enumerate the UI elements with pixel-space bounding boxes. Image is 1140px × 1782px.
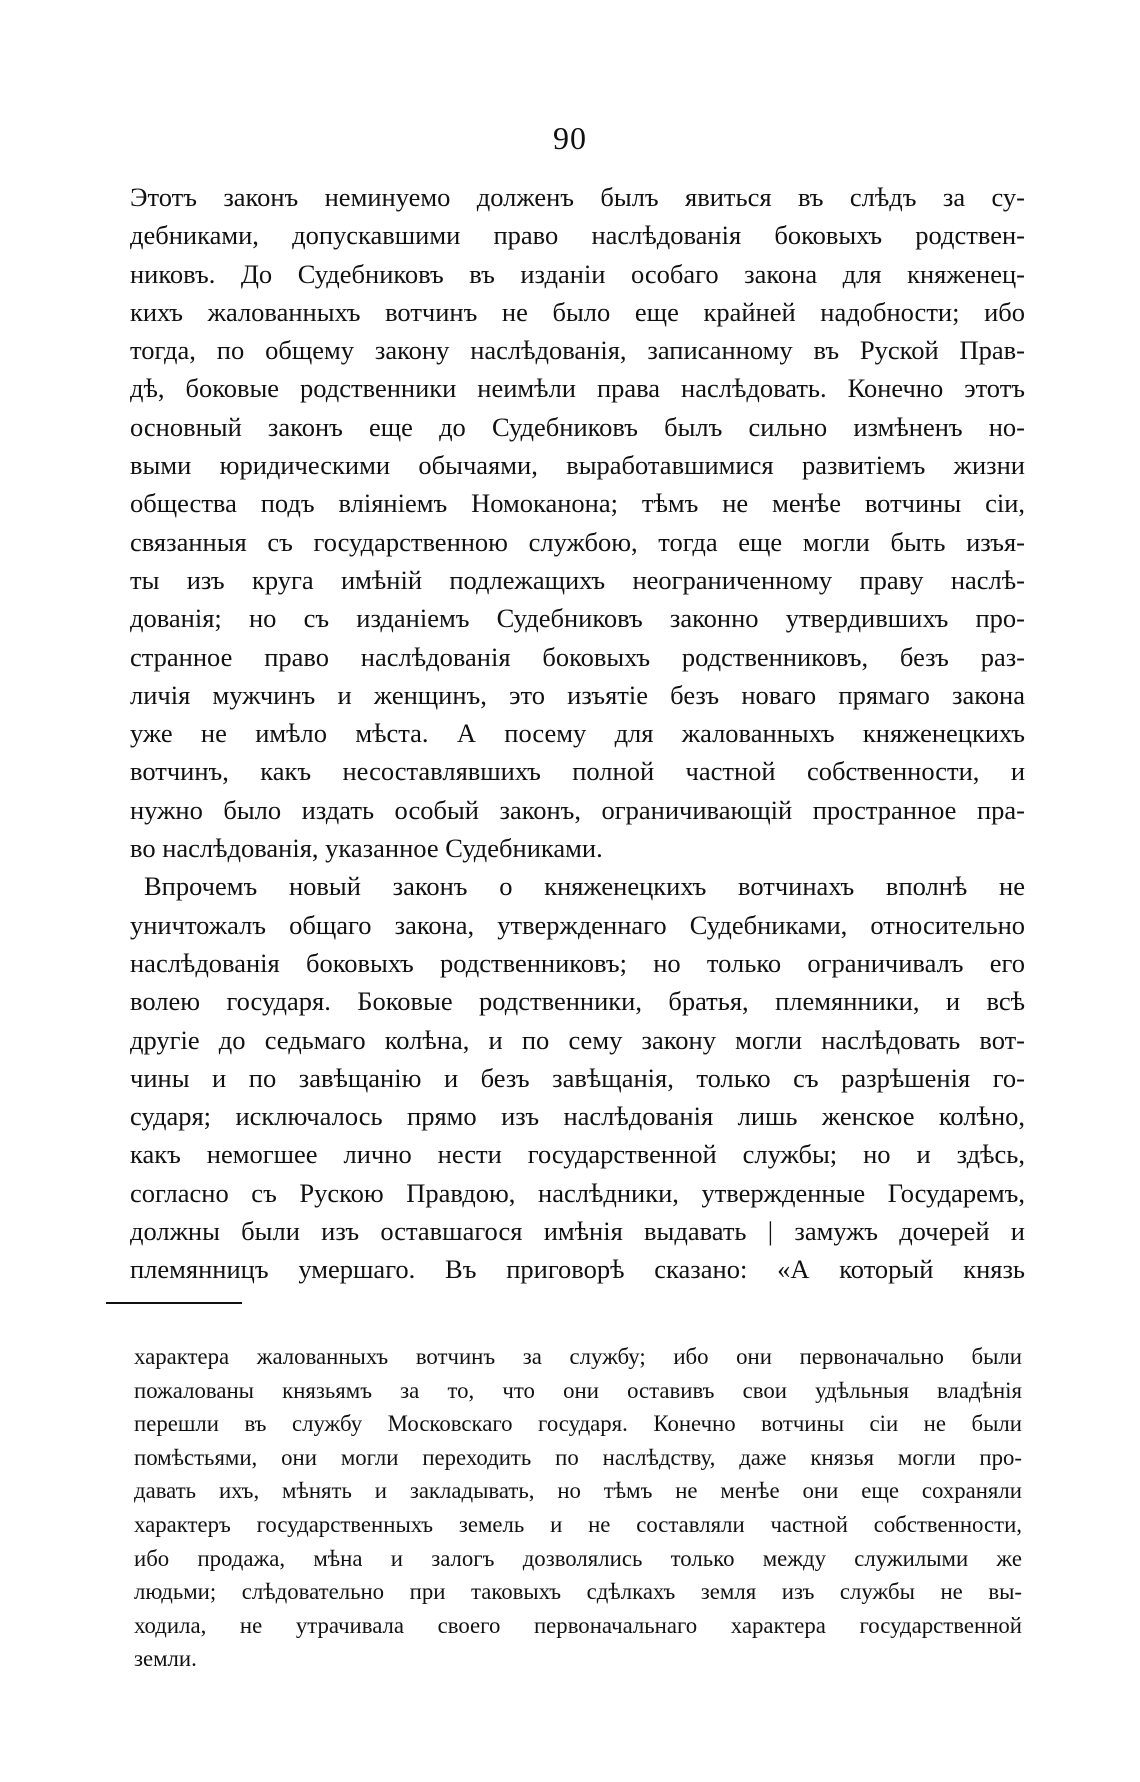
footnote-line: ибо продажа, мѣна и залогъ дозволялись только между служилыми же <box>134 1545 1022 1571</box>
footnote-line: людьми; слѣдовательно при таковыхъ сдѣлкахъ земля изъ службы не вы- <box>134 1579 1022 1605</box>
text-line: наслѣдованія боковыхъ родственниковъ; но только ограничивалъ его <box>130 947 1025 978</box>
text-line: основный законъ еще до Судебниковъ былъ сильно измѣненъ но- <box>130 411 1025 442</box>
text-line: дебниками, допускавшими право наслѣдованія боковыхъ родствен- <box>130 220 1025 251</box>
text-line: сударя; исключалось прямо изъ наслѣдованія лишь женское колѣно, <box>130 1101 1025 1132</box>
text-line: тогда, по общему закону наслѣдованія, записанному въ Руской Прав- <box>130 335 1025 366</box>
footnote-line: помѣстьями, они могли переходить по наслѣдству, даже князья могли про- <box>134 1444 1022 1470</box>
page-number: 90 <box>553 120 587 156</box>
text-line: никовъ. До Судебниковъ въ изданіи особаго закона для княженец- <box>130 258 1025 289</box>
text-line: ты изъ круга имѣній подлежащихъ неограниченному праву наслѣ- <box>130 564 1025 595</box>
text-line: дованія; но съ изданіемъ Судебниковъ законно утвердившихъ про- <box>130 603 1025 634</box>
footnote-line: земли. <box>134 1646 197 1672</box>
text-line: чины и по завѣщанію и безъ завѣщанія, только съ разрѣшенія го- <box>130 1062 1025 1093</box>
text-line: дѣ, боковые родственники неимѣли права наслѣдовать. Конечно этотъ <box>130 373 1025 404</box>
footnote-line: характеръ государственныхъ земель и не составляли частной собственности, <box>134 1511 1022 1537</box>
footnote-divider <box>106 1302 242 1304</box>
text-line: нужно было издать особый законъ, ограничивающій пространное пра- <box>130 794 1025 825</box>
text-line: уже не имѣло мѣста. А посему для жалованныхъ княженецкихъ <box>130 718 1025 749</box>
text-line: связанныя съ государственною службою, тогда еще могли быть изъя- <box>130 526 1025 557</box>
text-line: выми юридическими обычаями, выработавшимися развитіемъ жизни <box>130 450 1025 481</box>
text-line: другіе до седьмаго колѣна, и по сему закону могли наслѣдовать вот- <box>130 1024 1025 1055</box>
footnote-line: давать ихъ, мѣнять и закладывать, но тѣмъ не менѣе они еще сохраняли <box>134 1478 1022 1504</box>
text-line: личія мужчинъ и женщинъ, это изъятіе безъ новаго прямаго закона <box>130 679 1025 710</box>
footnote <box>134 1340 1022 1676</box>
text-line: кихъ жалованныхъ вотчинъ не было еще крайней надобности; ибо <box>130 296 1025 327</box>
paragraph-1 <box>130 178 1025 867</box>
footnote-line: пожалованы князьямъ за то, что они оставивъ свои удѣльныя владѣнія <box>134 1377 1022 1403</box>
text-line: Этотъ законъ неминуемо долженъ былъ явиться въ слѣдъ за су- <box>130 182 1025 212</box>
paragraph-2 <box>130 867 1025 1288</box>
footnote-line: ходила, не утрачивала своего первоначальнаго характера государственной <box>134 1612 1022 1638</box>
footnote-line: перешли въ службу Московскаго государя. Конечно вотчины сіи не были <box>134 1411 1022 1437</box>
main-text <box>130 178 1025 1289</box>
text-line: уничтожалъ общаго закона, утвержденнаго Судебниками, относительно <box>130 909 1025 940</box>
text-line: странное право наслѣдованія боковыхъ родственниковъ, безъ раз- <box>130 641 1025 672</box>
text-line: Впрочемъ новый законъ о княженецкихъ вотчинахъ вполнѣ не <box>144 871 1025 902</box>
text-line: какъ немогшее лично нести государственной службы; но и здѣсь, <box>130 1139 1025 1170</box>
text-line: племянницъ умершаго. Въ приговорѣ сказано: «А который князь <box>130 1254 1025 1285</box>
text-line: общества подъ вліяніемъ Номоканона; тѣмъ не менѣе вотчины сіи, <box>130 488 1025 519</box>
text-line: должны были изъ оставшагося имѣнія выдавать | замужъ дочерей и <box>130 1216 1025 1247</box>
footnote-line: характера жалованныхъ вотчинъ за службу; ибо они первоначально были <box>134 1344 1022 1369</box>
text-line: вотчинъ, какъ несоставлявшихъ полной частной собственности, и <box>130 756 1025 787</box>
text-line: согласно съ Рускою Правдою, наслѣдники, утвержденные Государемъ, <box>130 1177 1025 1208</box>
text-line: волею государя. Боковые родственники, братья, племянники, и всѣ <box>130 986 1025 1017</box>
text-line: во наслѣдованія, указанное Судебниками. <box>130 833 603 864</box>
